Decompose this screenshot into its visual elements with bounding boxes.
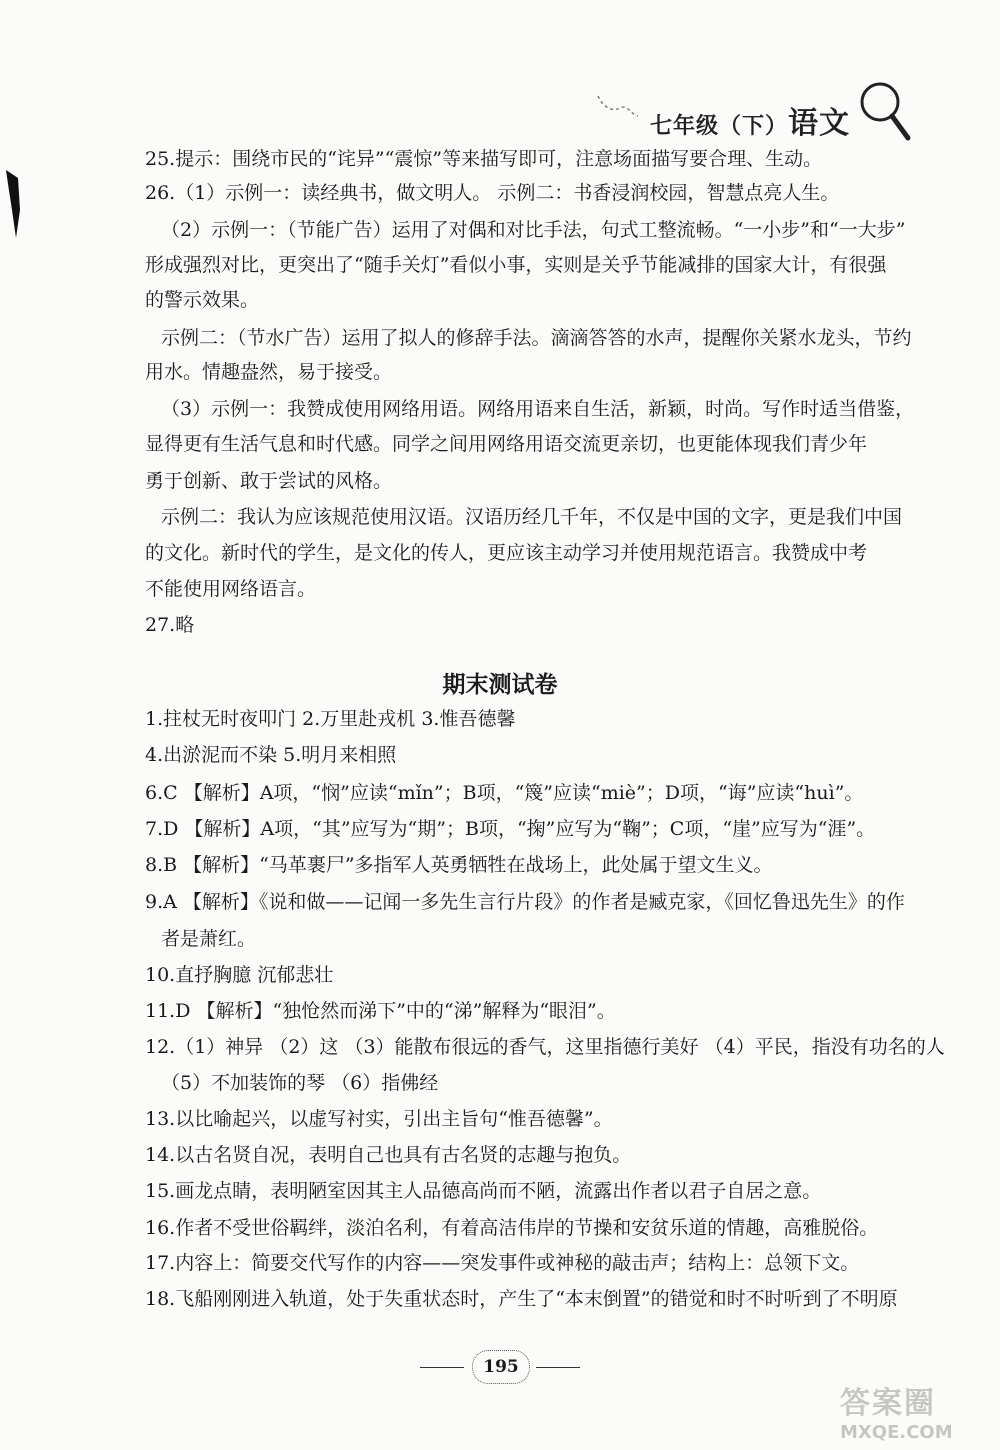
text-line: 13.以比喻起兴，以虚写衬实，引出主旨句“惟吾德馨”。: [145, 1108, 613, 1130]
text-line: （5）不加装饰的琴 （6）指佛经: [161, 1072, 439, 1094]
text-line: 示例二：我认为应该规范使用汉语。汉语历经几千年，不仅是中国的文字，更是我们中国: [161, 506, 903, 528]
text-line: 显得更有生活气息和时代感。同学之间用网络用语交流更亲切，也更能体现我们青少年: [145, 433, 868, 455]
text-line: 不能使用网络语言。: [145, 578, 317, 600]
page-number-value: 195: [472, 1350, 530, 1384]
text-line: 6.C 【解析】A项，“悯”应读“mǐn”；B项，“篾”应读“miè”；D项，“诲”应读“huì”。: [145, 782, 864, 804]
text-line: 用水。情趣盎然，易于接受。: [145, 361, 393, 383]
text-line: 26.（1）示例一：读经典书，做文明人。 示例二：书香浸润校园，智慧点亮人生。: [145, 182, 840, 204]
text-line: （2）示例一：（节能广告）运用了对偶和对比手法，句式工整流畅。“一小步”和“一大步”: [161, 219, 906, 241]
page-number: [420, 1347, 580, 1387]
text-line: 12.（1）神异 （2）这 （3）能散布很远的香气，这里指德行美好 （4）平民，指没有功名的人: [145, 1036, 945, 1058]
text-line: 15.画龙点睛，表明陋室因其主人品德高尚而不陋，流露出作者以君子自居之意。: [145, 1180, 822, 1202]
page-number-rule: [420, 1367, 464, 1368]
page-header: [590, 78, 920, 150]
text-line: 1.拄杖无时夜叩门 2.万里赴戎机 3.惟吾德馨: [145, 708, 516, 730]
text-line: 的文化。新时代的学生，是文化的传人，更应该主动学习并使用规范语言。我赞成中考: [145, 542, 868, 564]
margin-mark: [4, 170, 22, 240]
watermark-text: 答案圈: [840, 1386, 936, 1421]
text-line: 11.D 【解析】“独怆然而涕下”中的“涕”解释为“眼泪”。: [145, 1000, 616, 1022]
header-subject: 语文: [788, 106, 851, 141]
text-line: 示例二：（节水广告）运用了拟人的修辞手法。滴滴答答的水声，提醒你关紧水龙头，节约: [161, 327, 912, 349]
header-title: [650, 98, 850, 142]
text-line: 4.出淤泥而不染 5.明月来相照: [145, 744, 397, 766]
text-line: 27.略: [145, 614, 195, 636]
text-line: 形成强烈对比，更突出了“随手关灯”看似小事，实则是关乎节能减排的国家大计，有很强: [145, 254, 887, 276]
text-line: 14.以古名贤自况，表明自己也具有古名贤的志趣与抱负。: [145, 1144, 632, 1166]
text-line: 者是萧红。: [161, 928, 257, 950]
text-line: 9.A 【解析】《说和做——记闻一多先生言行片段》的作者是臧克家，《回忆鲁迅先生》的作: [145, 891, 905, 913]
section-title: 期末测试卷: [442, 672, 558, 698]
text-line: 勇于创新、敢于尝试的风格。: [145, 470, 393, 492]
text-line: （3）示例一：我赞成使用网络用语。网络用语来自生活，新颖，时尚。写作时适当借鉴，: [161, 398, 915, 420]
text-line: 8.B 【解析】“马革裹尸”多指军人英勇牺牲在战场上，此处属于望文生义。: [145, 854, 773, 876]
text-line: 7.D 【解析】A项，“其”应写为“期”；B项，“掬”应写为“鞠”；C项，“崖”应写为“涯”。: [145, 818, 876, 840]
text-line: 10.直抒胸臆 沉郁悲壮: [145, 964, 334, 986]
header-grade: 七年级（下）: [650, 114, 789, 139]
text-line: 16.作者不受世俗羁绊，淡泊名利，有着高洁伟岸的节操和安贫乐道的情趣，高雅脱俗。: [145, 1217, 879, 1239]
page-number-rule: [536, 1367, 580, 1368]
watermark-url: MXQE.COM: [840, 1422, 953, 1443]
text-line: 的警示效果。: [145, 289, 260, 311]
text-line: 25.提示：围绕市民的“诧异”“震惊”等来描写即可，注意场面描写要合理、生动。: [145, 148, 823, 170]
text-line: 18.飞船刚刚进入轨道，处于失重状态时，产生了“本末倒置”的错觉和时不时听到了不明原: [145, 1288, 898, 1310]
text-line: 17.内容上：简要交代写作的内容——突发事件或神秘的敲击声；结构上：总领下文。: [145, 1252, 860, 1274]
watermark-logo: [840, 1378, 990, 1444]
